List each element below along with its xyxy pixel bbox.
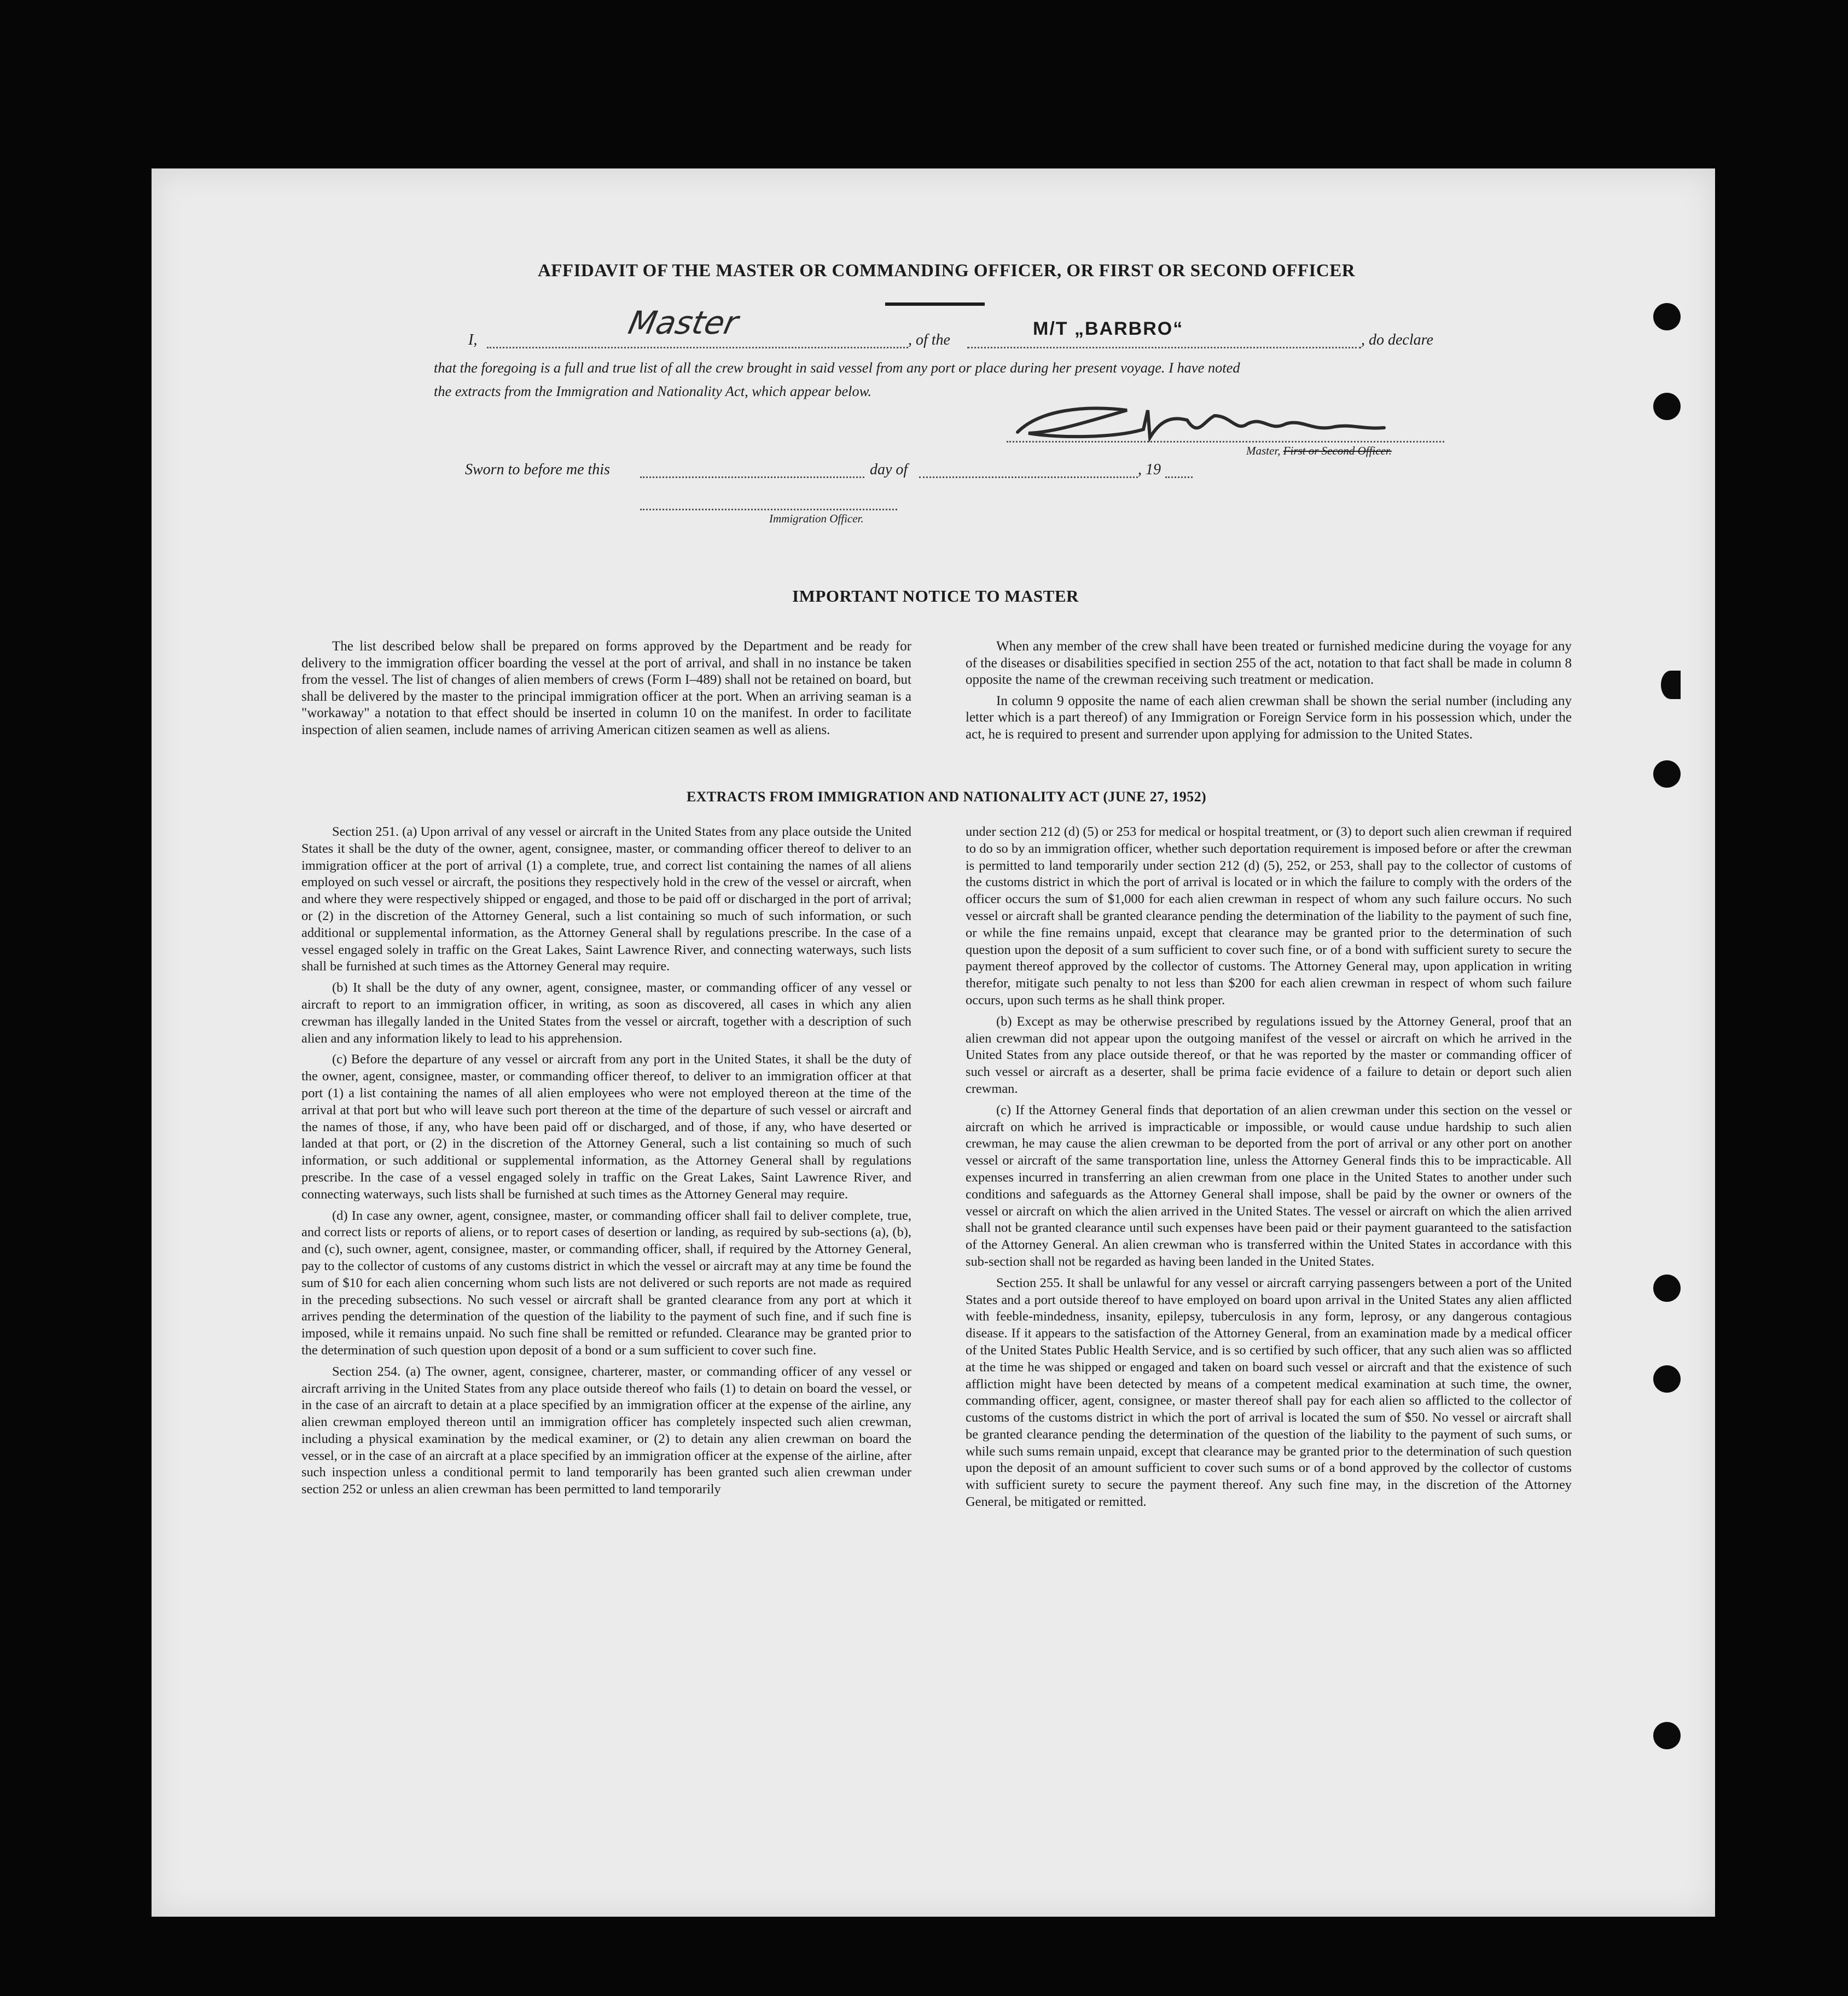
notice-title: IMPORTANT NOTICE TO MASTER — [792, 586, 1079, 606]
i-label: I, — [468, 331, 478, 348]
extracts-left-column — [301, 824, 911, 1503]
month-line — [919, 476, 1138, 478]
extract-paragraph: (d) In case any owner, agent, consignee, master, or commanding officer shall fail to deliver complete, true, and correct lists or reports of aliens, or to report cases of desertion or landing, as required by sub-sections (a), (b), and (c), such owner, agent, consignee, master, or commanding officer, shall, if required by the Attorney General, pay to the collector of customs of any customs district in which the vessel or aircraft may at any time be found the sum of $10 for each alien concerning whom such lists are not delivered or such reports are not made as required in the preceding subsections. No such vessel or aircraft shall be granted clearance from any port at which it arrives pending the determination of the question of the liability to the payment of such fine, and if such fine is imposed, while it remains unpaid. No such fine shall be remitted or refunded. Clearance may be granted prior to the determination of such question upon deposit of a bond or a sum sufficient to cover such fine. — [301, 1208, 911, 1358]
notice-right-column — [966, 638, 1572, 748]
extract-paragraph: Section 251. (a) Upon arrival of any vessel or aircraft in the United States from any place outside the United States it shall be the duty of the owner, agent, consignee, master, or commanding officer thereof to deliver to an immigration officer at the port of arrival (1) a complete, true, and correct list containing the names of all aliens employed on such vessel or aircraft, the positions they respectively hold in the crew of the vessel or aircraft, when and where they were respectively shipped or engaged, and those to be paid off or discharged in the port of arrival; or (2) in the discretion of the Attorney General, such a list containing so much of such information, or such additional or supplemental information, as the Attorney General shall by regulations prescribe. In the case of a vessel engaged solely in traffic on the Great Lakes, Saint Lawrence River, and connecting waterways, such lists shall be furnished at such times as the Attorney General may require. — [301, 824, 911, 974]
notice-right-paragraph: When any member of the crew shall have been treated or furnished medicine during the voyage for any of the diseases or disabilities specified in section 255 of the act, notation to that fact shall be made in column 8 opposite the name of the crewman receiving such treatment or medication. — [966, 639, 1572, 688]
of-the-label: , of the — [908, 331, 950, 348]
punch-hole — [1653, 1365, 1681, 1393]
affidavit-title: AFFIDAVIT OF THE MASTER OR COMMANDING OFFICER, OR FIRST OR SECOND OFFICER — [537, 261, 1356, 281]
notice-left-paragraph: The list described below shall be prepared on forms approved by the Department and be ready for delivery to the immigration officer boarding the vessel at the port of arrival, and shall in no instance be taken from the vessel. The list of changes of alien members of crews (Form I–489) shall not be retained on board, but shall be delivered by the master to the principal immigration officer at the port. When an arriving seaman is a "workaway" a notation to that effect should be inserted in column 10 on the manifest. In order to facilitate inspection of alien seamen, include names of arriving American citizen seamen as well as aliens. — [301, 639, 911, 737]
extract-paragraph: under section 212 (d) (5) or 253 for medical or hospital treatment, or (3) to deport such alien crewman if required to do so by an immigration officer, whether such deportation requirement is imposed before or after the crewman is permitted to land temporarily under section 212 (d) (5), 252, or 253, shall pay to the collector of customs of the customs district in which the port of arrival is located or in which the failure to comply with the orders of the officer occurs the sum of $1,000 for each alien crewman in respect of whom any such failure occurs. No such vessel or aircraft shall be granted clearance pending the determination of the liability to the payment of such fine, or while the fine remains unpaid, except that clearance may be granted prior to the determination of such question upon the deposit of a sum sufficient to cover such fine, or of a bond with sufficient surety to secure the payment thereof approved by the collector of customs. The Attorney General may, upon application in writing therefor, mitigate such penalty to not less than $200 for each alien crewman in respect of whom such failure occurs, upon such terms as he shall think proper. — [966, 824, 1572, 1008]
punch-hole — [1653, 393, 1681, 420]
name-line — [487, 347, 908, 348]
day-of-label: day of — [870, 461, 908, 478]
extracts-title: EXTRACTS FROM IMMIGRATION AND NATIONALITY ACT (JUNE 27, 1952) — [686, 789, 1207, 805]
punch-hole — [1653, 303, 1681, 330]
year-line — [1165, 476, 1193, 478]
do-declare-label: , do declare — [1361, 331, 1433, 348]
signature-caption-master: Master, — [1246, 444, 1283, 457]
vessel-name-stamp: M/T „BARBRO“ — [1033, 318, 1184, 339]
year-label: , 19 — [1138, 461, 1161, 478]
punch-hole — [1653, 1722, 1681, 1749]
punch-hole — [1661, 671, 1681, 699]
sworn-label: Sworn to before me this — [465, 461, 610, 478]
extract-paragraph: Section 254. (a) The owner, agent, consignee, charterer, master, or commanding officer of any vessel or aircraft arriving in the United States from any place outside thereof who fails (1) to detain on board the vessel, or in the case of an aircraft to detain at a place specified by an immigration officer at the expense of the airline, any alien crewman employed thereon until an immigration officer has completely inspected such alien crewman, including a physical examination by the medical examiner, or (2) to detain any alien crewman on board the vessel, or in the case of an aircraft at a place specified by an immigration officer at the expense of the airline, after such inspection unless a conditional permit to land temporarily has been granted such alien crewman under section 252 or unless an alien crewman has been permitted to land temporarily — [301, 1364, 911, 1497]
affidavit-line-2: that the foregoing is a full and true list of all the crew brought in said vessel from any port or place during her present voyage. I have noted — [434, 359, 1240, 376]
signature-line — [1007, 441, 1444, 443]
extract-paragraph: (b) Except as may be otherwise prescribed by regulations issued by the Attorney General, proof that an alien crewman did not appear upon the outgoing manifest of the vessel or aircraft on which he arrived in the United States from any place outside thereof, or that he was reported by the master or commanding officer of such vessel or aircraft as a deserter, shall be prima facie evidence of a failure to detain or deport such alien crewman. — [966, 1014, 1572, 1096]
extract-paragraph: Section 255. It shall be unlawful for any vessel or aircraft carrying passengers between a port of the United States and a port outside thereof to have employed on board upon arrival in the United States any alien afflicted with feeble-mindedness, insanity, epilepsy, tuberculosis in any form, leprosy, or any dangerous contagious disease. If it appears to the satisfaction of the Attorney General, from an examination made by a medical officer of the United States Public Health Service, and is so certified by such officer, that any such alien was so afflicted at the time he was shipped or engaged and taken on board such vessel or aircraft and that the existence of such affliction might have been detected by means of a competent medical examination at such time, the owner, commanding officer, agent, consignee, or master thereof shall pay for each alien so afflicted to the collector of customs of the customs district in which the port of arrival is located the sum of $50. No vessel or aircraft shall be granted clearance pending the determination of the question of the liability to the payment of such sums, or while such sums remain unpaid, except that clearance may be granted prior to the determination of such question upon the deposit of an amount sufficient to cover such sums or of a bond approved by the collector of customs with sufficient surety to secure the payment thereof. Any such fine may, in the discretion of the Attorney General, be mitigated or remitted. — [966, 1275, 1572, 1510]
signature-caption — [1246, 444, 1392, 458]
vessel-line — [967, 347, 1361, 348]
extract-paragraph: (b) It shall be the duty of any owner, agent, consignee, master, or commanding officer of any vessel or aircraft to report to an immigration officer, in writing, as soon as discovered, all cases in which any alien crewman has illegally landed in the United States from the vessel or aircraft, together with a description of such alien and any information likely to lead to his apprehension. — [301, 980, 911, 1046]
officer-signature-line — [640, 509, 897, 510]
signature-caption-struck: First or Second Officer. — [1283, 444, 1392, 457]
affidavit-line-3: the extracts from the Immigration and Nationality Act, which appear below. — [434, 383, 871, 399]
sworn-date-line — [640, 476, 864, 478]
handwritten-master: Master — [625, 304, 742, 341]
extract-paragraph: (c) If the Attorney General finds that deportation of an alien crewman under this section on the vessel or aircraft on which he arrived is impracticable or impossible, or would cause undue hardship to such alien crewman, he may cause the alien crewman to be deported from the port of arrival or any other port on another vessel or aircraft of the same transportation line, unless the Attorney General finds this to be impracticable. All expenses incurred in transferring an alien crewman from one place in the United States to another under such conditions and safeguards as the Attorney General shall impose, shall be paid by the owner or owners of the vessel or aircraft on which the alien arrived in the United States. The vessel or aircraft on which the alien arrived shall not be granted clearance until such expenses have been paid or their payment guaranteed to the satisfaction of the Attorney General. An alien crewman who is transferred within the United States in accordance with this sub-section shall not be regarded as having been landed in the United States. — [966, 1102, 1572, 1269]
extracts-right-column — [966, 824, 1572, 1515]
officer-caption: Immigration Officer. — [769, 512, 864, 525]
notice-left-column — [301, 638, 911, 743]
punch-hole — [1653, 760, 1681, 788]
title-rule — [885, 302, 985, 306]
extract-paragraph: (c) Before the departure of any vessel or aircraft from any port in the United States, it shall be the duty of the owner, agent, consignee, master, or commanding officer thereof, to deliver to an immigration officer at that port (1) a list containing the names of all alien employees who were not employed thereon at the time of the arrival at that port but who will leave such port thereon at the time of the departure of such vessel or aircraft and the names of those, if any, who have been paid off or discharged, and of those, if any, who have deserted or landed at that port, or (2) in the discretion of the Attorney General, such a list containing so much of such information, or such additional or supplemental information, as the Attorney General shall by regulations prescribe. In the case of a vessel engaged solely in traffic on the Great Lakes, Saint Lawrence River, and connecting waterways, such lists shall be furnished at such times as the Attorney General may require. — [301, 1052, 911, 1202]
punch-hole — [1653, 1275, 1681, 1302]
notice-right-paragraph: In column 9 opposite the name of each alien crewman shall be shown the serial number (including any letter which is a part thereof) of any Immigration or Foreign Service form in his possession which, under the act, he is required to present and surrender upon applying for admission to the United States. — [966, 693, 1572, 742]
